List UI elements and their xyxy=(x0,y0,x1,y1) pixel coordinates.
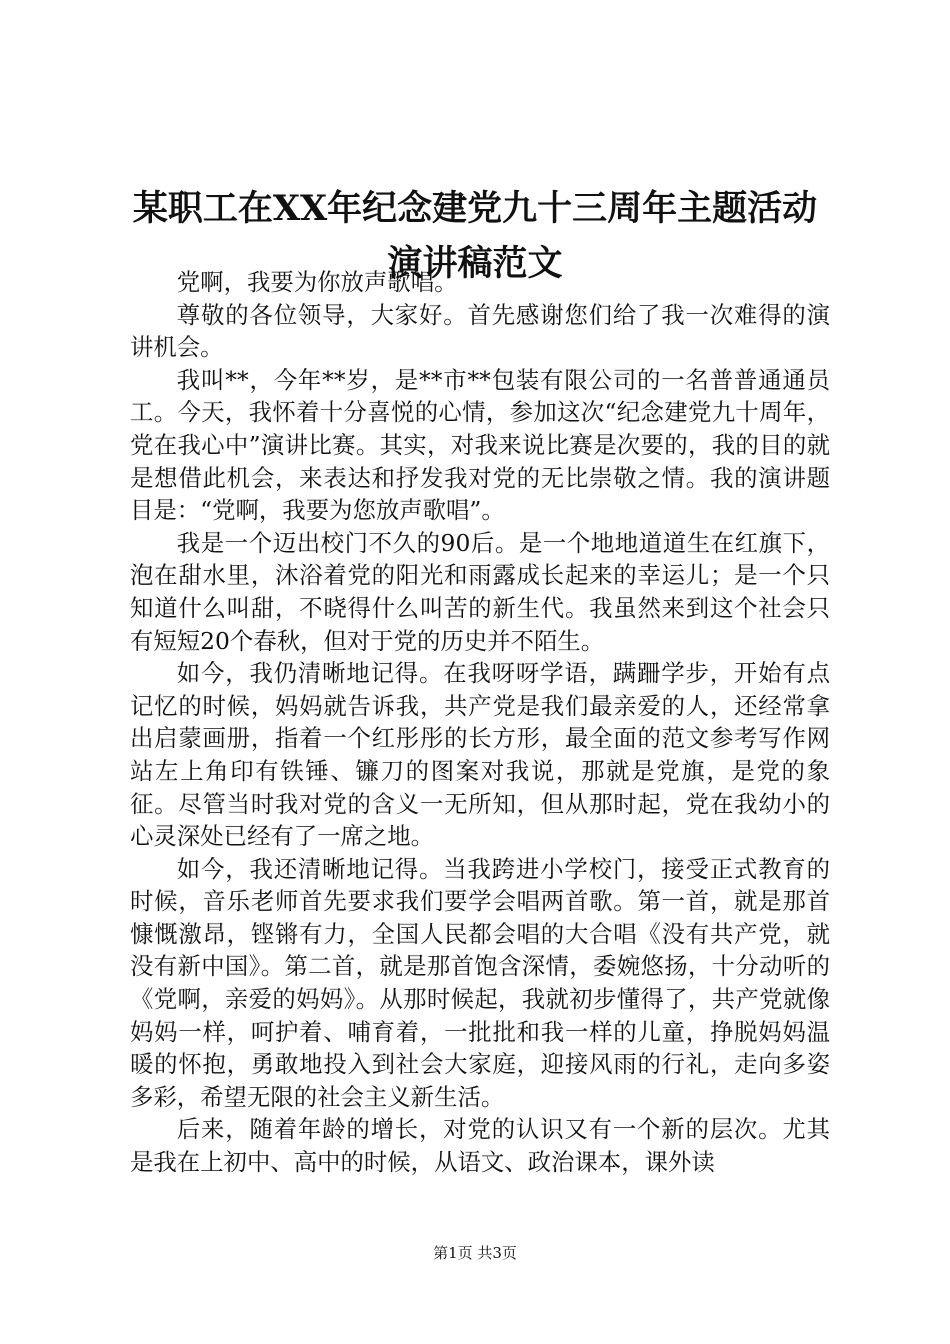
paragraph: 党啊，我要为你放声歌唱。 xyxy=(176,268,458,296)
document-body xyxy=(130,266,830,1179)
paragraph: 我是一个迈出校门不久的90后。是一个地地道道生在红旗下，泡在甜水里，沐浴着党的阳光和雨露成长起来的幸运儿；是一个只知道什么叫甜，不晓得什么叫苦的新生代。我虽然来到这个社会只有短短20个春秋，但对于党的历史并不陌生。 xyxy=(130,528,830,655)
paragraph: 我叫**，今年**岁，是**市**包装有限公司的一名普普通通员工。今天，我怀着十分喜悦的心情，参加这次“纪念建党九十周年，党在我心中”演讲比赛。其实，对我来说比赛是次要的，我的目的就是想借此机会，来表达和抒发我对党的无比崇敬之情。我的演讲题目是：“党啊，我要为您放声歌唱”。 xyxy=(130,365,830,525)
document-title-line-1: 某职工在XX年纪念建党九十三周年主题活动 xyxy=(132,188,818,229)
document-title-line-2: 演讲稿范文 xyxy=(387,243,563,284)
paragraph: 如今，我仍清晰地记得。在我呀呀学语，蹒跚学步，开始有点记忆的时候，妈妈就告诉我，共产党是我们最亲爱的人，还经常拿出启蒙画册，指着一个红彤彤的长方形，最全面的范文参考写作网站左上角印有铁锤、镰刀的图案对我说，那就是党旗，是党的象征。尽管当时我对党的含义一无所知，但从那时起，党在我幼小的心灵深处已经有了一席之地。 xyxy=(130,659,830,851)
page-number-footer: 第1页 共3页 xyxy=(433,1244,517,1262)
paragraph: 如今，我还清晰地记得。当我跨进小学校门，接受正式教育的时候，音乐老师首先要求我们要学会唱两首歌。第一首，就是那首慷慨激昂，铿锵有力，全国人民都会唱的大合唱《没有共产党，就没有新中国》。第二首，就是那首饱含深情，委婉悠扬，十分动听的《党啊，亲爱的妈妈》。从那时候起，我就初步懂得了，共产党就像妈妈一样，呵护着、哺育着，一批批和我一样的儿童，挣脱妈妈温暖的怀抱，勇敢地投入到社会大家庭，迎接风雨的行礼，走向多姿多彩，希望无限的社会主义新生活。 xyxy=(130,854,830,1111)
paragraph: 后来，随着年龄的增长，对党的认识又有一个新的层次。尤其是我在上初中、高中的时候，从语文、政治课本，课外读 xyxy=(130,1115,830,1177)
paragraph: 尊敬的各位领导，大家好。首先感谢您们给了我一次难得的演讲机会。 xyxy=(130,300,830,362)
